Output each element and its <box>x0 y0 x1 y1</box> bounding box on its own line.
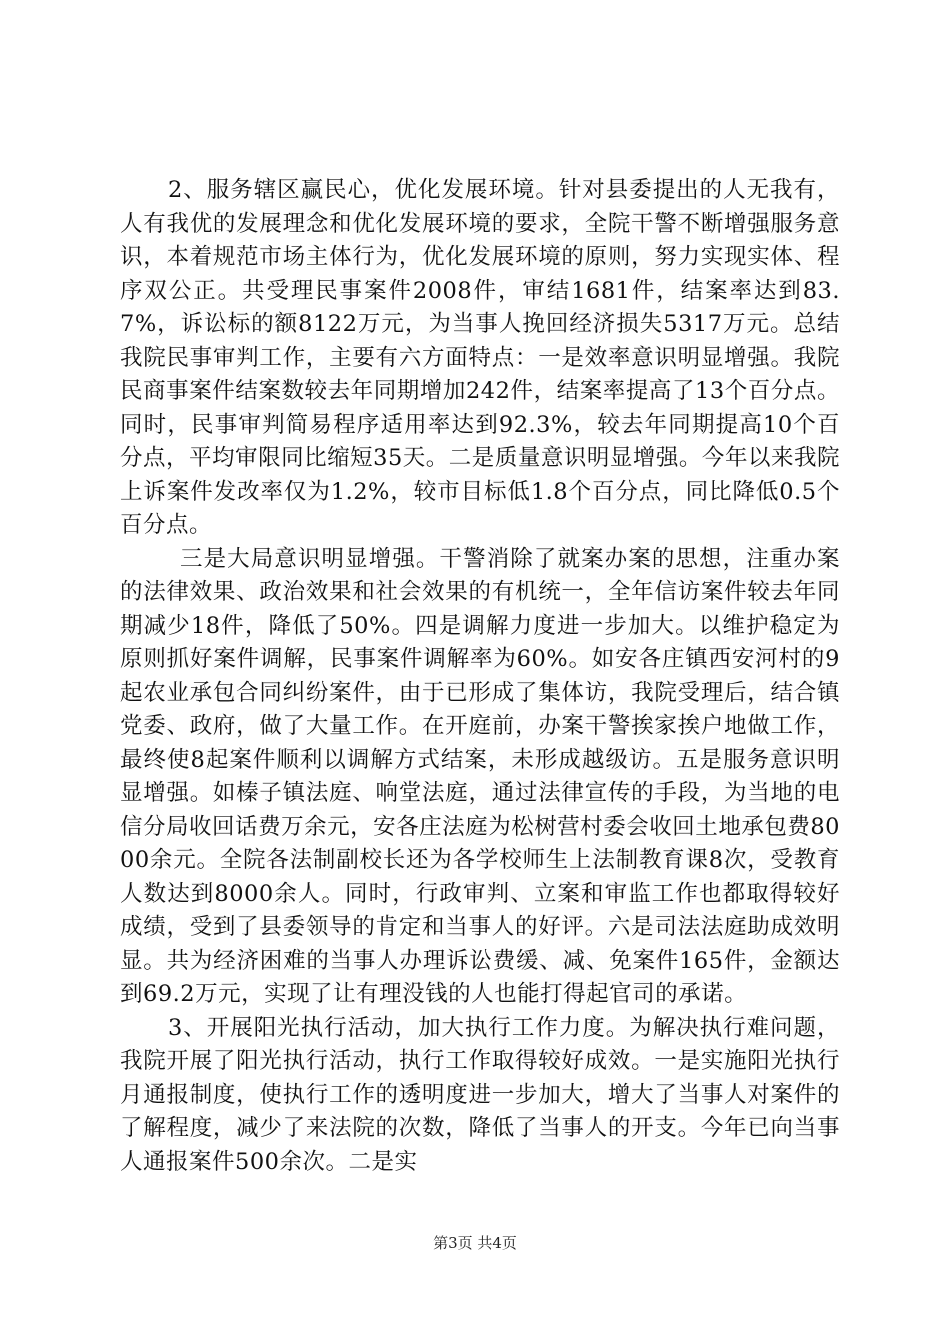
paragraph-1: 2、服务辖区赢民心，优化发展环境。针对县委提出的人无我有，人有我优的发展理念和优化发展环境的要求，全院干警不断增强服务意识，本着规范市场主体行为，优化发展环境的原则，努力实现实体、程序双公正。共受理民事案件2008件，审结1681件，结案率达到83.7%，诉讼标的额8122万元，为当事人挽回经济损失5317万元。总结我院民事审判工作，主要有六方面特点：一是效率意识明显增强。我院民商事案件结案数较去年同期增加242件，结案率提高了13个百分点。同时，民事审判简易程序适用率达到92.3%，较去年同期提高10个百分点，平均审限同比缩短35天。二是质量意识明显增强。今年以来我院上诉案件发改率仅为1.2%，较市目标低1.8个百分点，同比降低0.5个百分点。 <box>120 177 840 538</box>
paragraph-2: 三是大局意识明显增强。干警消除了就案办案的思想，注重办案的法律效果、政治效果和社会效果的有机统一，全年信访案件较去年同期减少18件，降低了50%。四是调解力度进一步加大。以维护稳定为原则抓好案件调解，民事案件调解率为60%。如安各庄镇西安河村的9起农业承包合同纠纷案件，由于已形成了集体访，我院受理后，结合镇党委、政府，做了大量工作。在开庭前，办案干警挨家挨户地做工作，最终使8起案件顺利以调解方式结案，未形成越级访。五是服务意识明显增强。如榛子镇法庭、响堂法庭，通过法律宣传的手段，为当地的电信分局收回话费万余元，安各庄法庭为松树营村委会收回土地承包费8000余元。全院各法制副校长还为各学校师生上法制教育课8次，受教育人数达到8000余人。同时，行政审判、立案和审监工作也都取得较好成绩，受到了县委领导的肯定和当事人的好评。六是司法法庭助成效明显。共为经济困难的当事人办理诉讼费缓、减、免案件165件，金额达到69.2万元，实现了让有理没钱的人也能打得起官司的承诺。 <box>120 545 840 1007</box>
page-number-footer: 第3页 共4页 <box>433 1234 517 1252</box>
paragraph-3: 3、开展阳光执行活动，加大执行工作力度。为解决执行难问题，我院开展了阳光执行活动，执行工作取得较好成效。一是实施阳光执行月通报制度，使执行工作的透明度进一步加大，增大了当事人对案件的了解程度，减少了来法院的次数，降低了当事人的开支。今年已向当事人通报案件500余次。二是实 <box>120 1014 840 1175</box>
document-body <box>120 174 840 1179</box>
